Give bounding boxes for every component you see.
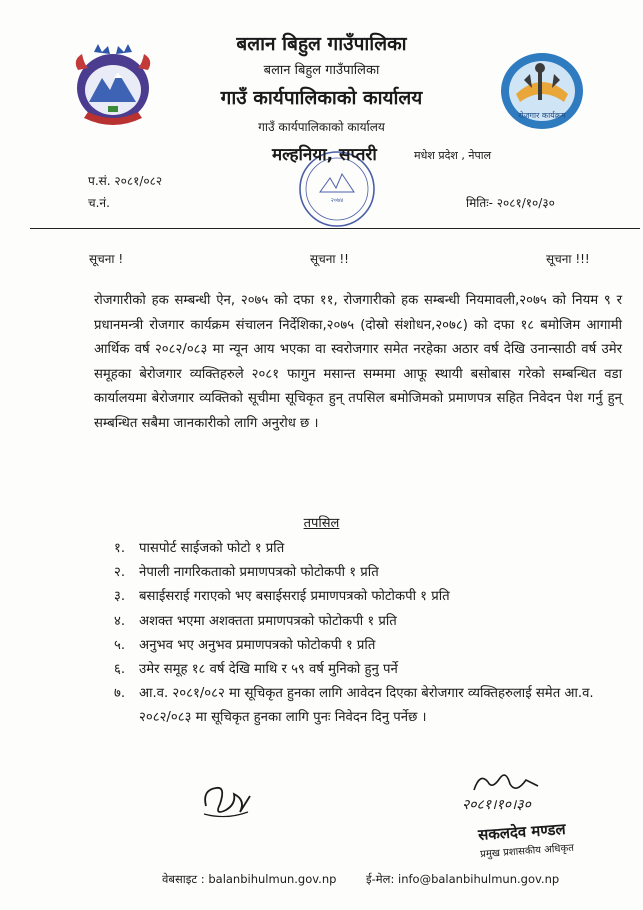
list-item: १. पासपोर्ट साईजको फोटो १ प्रति xyxy=(114,541,285,556)
officer-name: सकलदेव मण्डल xyxy=(477,819,567,845)
list-item: ३. बसाईसराई गराएको भए बसाईसराई प्रमाणपत्रको फोटोकपी १ प्रति xyxy=(114,589,450,605)
website-link[interactable]: balanbihulmun.gov.np xyxy=(208,872,337,886)
notice-heading-left: सूचना ! xyxy=(89,252,124,266)
dispatch-number: च.नं. xyxy=(88,196,110,210)
location-name: मल्हनिया, सप्तरी xyxy=(272,145,377,165)
list-title: तपसिल xyxy=(303,516,340,531)
officer-title: प्रमुख प्रशासकीय अधिकृत xyxy=(479,842,575,861)
office-name-outline: गाउँ कार्यपालिकाको कार्यालय xyxy=(258,120,385,134)
header-divider xyxy=(30,228,640,229)
list-item: ४. अशक्त भएमा अशक्तता प्रमाणपत्रको फोटोकपी १ प्रति xyxy=(114,613,397,629)
municipality-name: बलान बिहुल गाउँपालिका xyxy=(236,33,407,55)
letter-number: प.सं. २०८१/०८२ xyxy=(88,174,163,188)
footer-website xyxy=(162,872,336,887)
notice-heading-right: सूचना !!! xyxy=(546,252,590,266)
list-item: ६. उमेर समूह १८ वर्ष देखि माथि र ५९ वर्ष मुनिको हुनु पर्ने xyxy=(114,662,398,678)
requirements-list xyxy=(114,537,626,731)
letter-date: मितिः- २०८१/१०/३० xyxy=(466,196,555,210)
notice-heading-center: सूचना !! xyxy=(310,252,349,266)
signature-date: २०८१।१०।३० xyxy=(462,797,531,813)
list-item: २. नेपाली नागरिकताको प्रमाणपत्रको फोटोकपी १ प्रति xyxy=(114,565,379,581)
email-label: ई-मेल: xyxy=(366,872,395,886)
notice-body: रोजगारीको हक सम्बन्धी ऐन, २०७५ को दफा ११, रोजगारीको हक सम्बन्धी नियमावली,२०७५ को नियम ९ र प्रधानमन्त्री रोजगार कार्यक्रम संचालन निर्देशिका,२०७५ (दोस्रो संशोधन,२०७८) को दफा १८ बमोजिम आगामी आर्थिक वर्ष २०८२/०८३ मा न्यून आय भएका वा स्वरोजगार समेत नरहेका अठार वर्ष देखि उनान्साठी वर्ष उमेर समूहका बेरोजगार व्यक्तिहरुले २०८१ फागुन मसान्त सम्ममा आफू स्थायी बसोबास गरेको सम्बन्धित वडा कार्यालयमा बेरोजगार व्यक्तिको सूचीमा सूचिकृत हुन् तपसिल बमोजिमको प्रमाणपत्र सहित निवेदन पेश गर्नु हुन् सम्बन्धित सबैमा जानकारीको लागि अनुरोध छ । xyxy=(94,293,622,431)
province-name: मधेश प्रदेश , नेपाल xyxy=(414,149,492,162)
list-item: ५. अनुभव भए अनुभव प्रमाणपत्रको फोटोकपी १ प्रति xyxy=(114,637,376,653)
initial-signature xyxy=(196,776,256,824)
footer-email xyxy=(366,872,559,887)
office-name: गाउँ कार्यपालिकाको कार्यालय xyxy=(220,87,423,109)
email-link[interactable]: info@balanbihulmun.gov.np xyxy=(398,872,560,886)
stamp-year: २०७४ xyxy=(330,197,344,204)
officer-signature xyxy=(470,768,544,798)
website-label: वेबसाइट : xyxy=(162,872,205,886)
right-logo-text: रोजगार कार्यक्रम xyxy=(518,111,566,120)
list-item: ७. आ.व. २०८१/०८२ मा सूचिकृत हुनका लागि आवेदन दिएका बेरोजगार व्यक्तिहरुलाई समेत आ.व. २०८२/०८३ मा सूचिकृत हुनका लागि पुनः निवेदन दिनु पर्नेछ । xyxy=(114,686,594,726)
municipality-name-outline: बलान बिहुल गाउँपालिका xyxy=(263,63,380,78)
